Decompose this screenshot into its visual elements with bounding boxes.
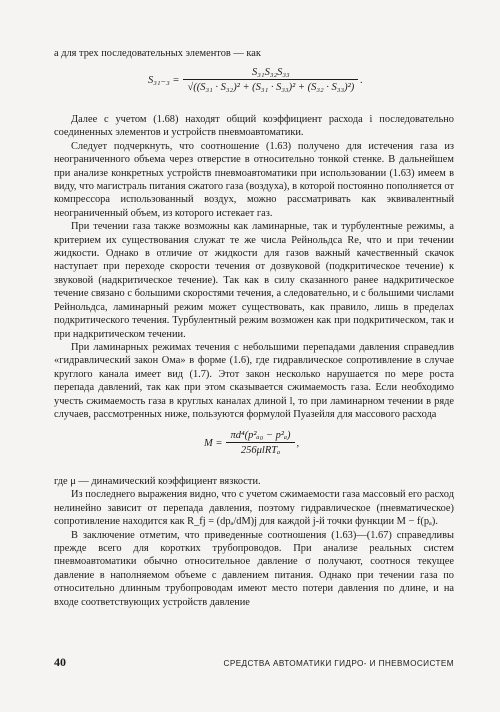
formula-1-fraction <box>183 67 358 93</box>
page-number: 40 <box>54 655 66 669</box>
formula-2-lhs: M = <box>204 437 223 449</box>
formula-1-tail: . <box>360 74 363 86</box>
formula-1-denominator: √((S₃₁ · S₃₂)² + (S₃₁ · S₃₃)² + (S₃₂ · S₃₃)²) <box>187 82 355 93</box>
formula-2-denominator: 256μlRTₐ <box>240 445 281 456</box>
intro-text: а для трех последовательных элементов — как <box>54 48 261 59</box>
formula-1-lhs: S₃₁₋₃ = <box>148 75 180 86</box>
body-text-bottom <box>54 475 454 609</box>
paragraph: Далее с учетом (1.68) находят общий коэффициент расхода i последовательно соединенных элементов и устройств пневмоавтоматики. <box>54 114 454 139</box>
formula-2-fraction <box>226 430 294 456</box>
paragraph: Следует подчеркнуть, что соотношение (1.63) получено для истечения газа из неограниченного объема через отверстие в относительно тонкой стенке. В дальнейшем при анализе конкретных устройств пневмоавтоматики при использовании (1.63) имеем в виду, что магистраль питания сжатого газа (воздуха), в которой постоянно пополняется от компрессора использованный воздух, можно рассматривать как эквивалентный неограниченный объем, из которого истекает газ. <box>54 140 454 219</box>
formula-1-numerator: S₃₁S₃₂S₃₃ <box>183 67 358 80</box>
paragraph: Из последнего выражения видно, что с учетом сжимаемости газа массовый его расход нелинейно зависит от перепада давления, поэтому гидравлическое (пневматическое) сопротивление находится как R_fj = (dpₐ/dM)j для каждой j-й точки функции M − f(pₐ). <box>54 489 454 528</box>
page-footer <box>54 655 454 670</box>
formula-1 <box>148 67 367 93</box>
formula-2 <box>204 430 303 456</box>
paragraph: где μ — динамический коэффициент вязкости. <box>54 476 261 487</box>
paragraph: При ламинарных режимах течения с небольшими перепадами давления справедлив «гидравлический закон Ома» в форме (1.6), где гидравлическое сопротивление в случае круглого канала имеет вид (1.7). Этот закон несколько нарушается по мере роста перепада давлений, так как при этом сказывается сжимаемость газа. Если необходимо учесть сжимаемость газа в круглых каналах длиной l, то при ламинарном течении в ряде случаев, рассмотренных ниже, пользуются формулой Пуазейля для массового расхода <box>54 341 454 420</box>
paragraph: При течении газа также возможны как ламинарные, так и турбулентные режимы, а критерием их существования служат те же числа Рейнольдса Re, что и при течении жидкости. Однако в отличие от жидкости для газов важный качественный скачок наступает при переходе скорости течения от дозвуковой (подкритическое течение) к звуковой (надкритическое течение). Так как в силу сказанного ранее надкритическое течение связано с большими скоростями течения, а следовательно, и с большими числами Рейнольдса, ламинарный режим может существовать, как правило, лишь в пределах подкритического течения. Турбулентный режим возможен как при подкритическом, так и при надкритическом течении. <box>54 221 454 340</box>
running-title: СРЕДСТВА АВТОМАТИКИ ГИДРО- И ПНЕВМОСИСТЕМ <box>223 659 454 668</box>
paragraph: В заключение отметим, что приведенные соотношения (1.63)—(1.67) справедливы прежде всего для коротких трубопроводов. При анализе реальных систем пневмоавтоматики обычно относительное давление σ получают, соотнося текущее давление в наполняемом объеме с давлением питания. Однако при течении газа по относительно длинным трубопроводам имеют место потери давления по длине, и на входе соответствующих устройств давление <box>54 529 454 608</box>
body-text-top <box>54 113 454 421</box>
intro-line <box>54 47 454 60</box>
formula-2-numerator: πd⁴(p²ₐ₀ − p²ₐ) <box>226 430 294 443</box>
formula-2-tail: , <box>296 437 300 449</box>
